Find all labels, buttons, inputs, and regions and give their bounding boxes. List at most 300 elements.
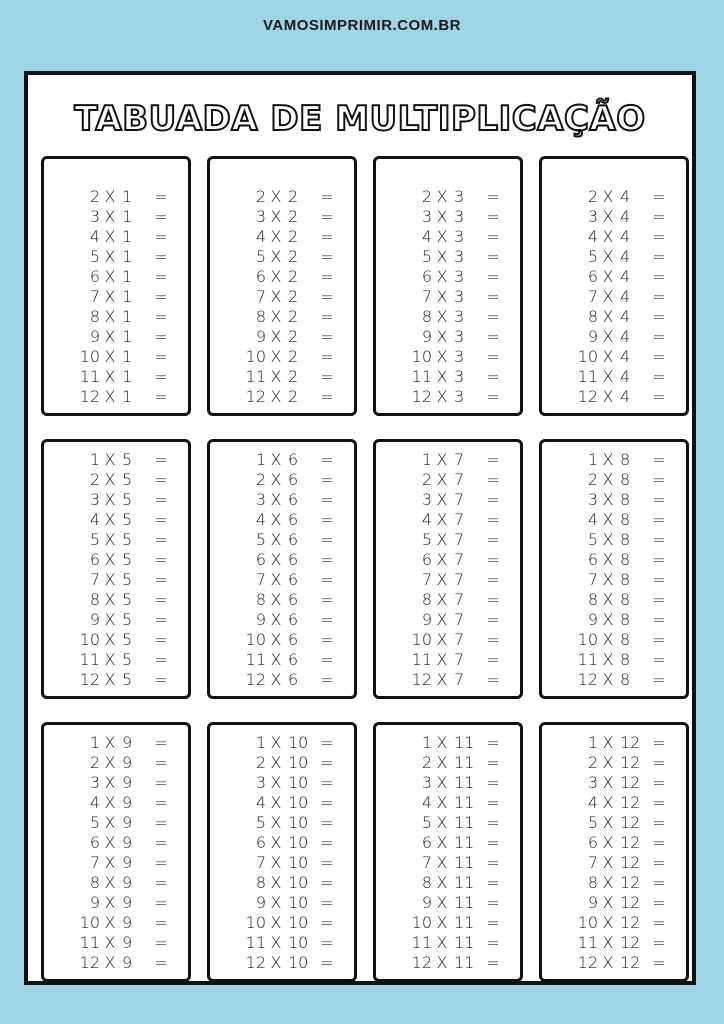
factor: 6 xyxy=(288,590,299,609)
factor: 2 xyxy=(288,327,299,346)
factor: 11 xyxy=(454,893,475,912)
times-sign: X xyxy=(436,227,448,246)
equals-sign: = xyxy=(652,327,666,346)
factor: 3 xyxy=(454,347,465,366)
multiplier: 11 xyxy=(577,650,598,669)
table-row xyxy=(210,793,354,813)
factor: 6 xyxy=(288,570,299,589)
table-row xyxy=(376,550,520,570)
factor: 9 xyxy=(122,793,133,812)
equals-sign: = xyxy=(486,367,500,386)
times-sign: X xyxy=(602,853,614,872)
table-row xyxy=(44,813,188,833)
multiplier: 3 xyxy=(421,773,432,792)
times-sign: X xyxy=(104,470,116,489)
factor: 8 xyxy=(620,590,631,609)
table-row xyxy=(542,347,686,367)
table-row xyxy=(542,510,686,530)
table-row xyxy=(542,387,686,407)
table-row xyxy=(542,187,686,207)
times-sign: X xyxy=(436,267,448,286)
equals-sign: = xyxy=(320,387,334,406)
multiplier: 9 xyxy=(89,610,100,629)
equals-sign: = xyxy=(652,470,666,489)
factor: 4 xyxy=(620,267,631,286)
equals-sign: = xyxy=(154,347,168,366)
table-row xyxy=(542,670,686,690)
table-row xyxy=(44,590,188,610)
times-sign: X xyxy=(602,813,614,832)
table-card-4 xyxy=(539,156,689,416)
table-card-12 xyxy=(539,722,689,982)
times-sign: X xyxy=(602,387,614,406)
multiplier: 4 xyxy=(255,510,266,529)
times-sign: X xyxy=(270,470,282,489)
multiplier: 10 xyxy=(245,630,266,649)
table-row xyxy=(44,387,188,407)
factor: 4 xyxy=(620,307,631,326)
table-row xyxy=(542,490,686,510)
factor: 4 xyxy=(620,207,631,226)
factor: 5 xyxy=(122,610,133,629)
table-card-8 xyxy=(539,439,689,699)
equals-sign: = xyxy=(486,530,500,549)
factor: 11 xyxy=(454,933,475,952)
table-row xyxy=(542,530,686,550)
multiplier: 9 xyxy=(421,610,432,629)
table-row xyxy=(44,550,188,570)
equals-sign: = xyxy=(154,530,168,549)
factor: 12 xyxy=(620,933,641,952)
multiplier: 3 xyxy=(421,490,432,509)
equals-sign: = xyxy=(486,913,500,932)
equals-sign: = xyxy=(320,247,334,266)
table-row xyxy=(376,873,520,893)
equals-sign: = xyxy=(486,347,500,366)
factor: 11 xyxy=(454,833,475,852)
factor: 3 xyxy=(454,287,465,306)
table-row xyxy=(376,530,520,550)
table-row xyxy=(376,590,520,610)
factor: 11 xyxy=(454,793,475,812)
times-sign: X xyxy=(602,753,614,772)
times-sign: X xyxy=(104,610,116,629)
table-row xyxy=(542,367,686,387)
multiplier: 8 xyxy=(89,873,100,892)
times-sign: X xyxy=(270,287,282,306)
equals-sign: = xyxy=(486,470,500,489)
equals-sign: = xyxy=(652,490,666,509)
equals-sign: = xyxy=(320,773,334,792)
table-row xyxy=(44,450,188,470)
table-row xyxy=(542,570,686,590)
table-row xyxy=(376,207,520,227)
table-row xyxy=(210,207,354,227)
factor: 10 xyxy=(288,873,309,892)
times-sign: X xyxy=(270,773,282,792)
multiplier: 6 xyxy=(587,267,598,286)
table-row xyxy=(210,470,354,490)
table-row xyxy=(210,590,354,610)
times-sign: X xyxy=(436,913,448,932)
table-card-10 xyxy=(207,722,357,982)
factor: 1 xyxy=(122,227,133,246)
times-sign: X xyxy=(104,530,116,549)
times-sign: X xyxy=(602,893,614,912)
table-row xyxy=(376,307,520,327)
table-row xyxy=(542,247,686,267)
times-sign: X xyxy=(104,307,116,326)
equals-sign: = xyxy=(486,510,500,529)
times-sign: X xyxy=(270,347,282,366)
equals-sign: = xyxy=(320,733,334,752)
equals-sign: = xyxy=(154,933,168,952)
table-row xyxy=(44,347,188,367)
times-sign: X xyxy=(602,247,614,266)
equals-sign: = xyxy=(652,630,666,649)
factor: 10 xyxy=(288,733,309,752)
times-sign: X xyxy=(270,570,282,589)
times-sign: X xyxy=(602,913,614,932)
equals-sign: = xyxy=(154,953,168,972)
factor: 3 xyxy=(454,327,465,346)
multiplier: 3 xyxy=(421,207,432,226)
times-sign: X xyxy=(436,590,448,609)
factor: 12 xyxy=(620,893,641,912)
factor: 7 xyxy=(454,550,465,569)
factor: 9 xyxy=(122,933,133,952)
multiplier: 2 xyxy=(587,470,598,489)
times-sign: X xyxy=(436,873,448,892)
times-sign: X xyxy=(270,207,282,226)
times-sign: X xyxy=(436,327,448,346)
table-row xyxy=(44,490,188,510)
times-sign: X xyxy=(602,207,614,226)
factor: 9 xyxy=(122,773,133,792)
times-sign: X xyxy=(602,367,614,386)
times-sign: X xyxy=(270,450,282,469)
equals-sign: = xyxy=(154,853,168,872)
multiplier: 3 xyxy=(255,773,266,792)
times-sign: X xyxy=(436,773,448,792)
table-row xyxy=(44,953,188,973)
times-sign: X xyxy=(602,327,614,346)
table-row xyxy=(542,610,686,630)
multiplier: 9 xyxy=(255,327,266,346)
times-sign: X xyxy=(436,490,448,509)
multiplier: 6 xyxy=(89,267,100,286)
equals-sign: = xyxy=(652,247,666,266)
table-row xyxy=(376,247,520,267)
equals-sign: = xyxy=(486,327,500,346)
factor: 8 xyxy=(620,510,631,529)
table-row xyxy=(376,227,520,247)
times-sign: X xyxy=(104,450,116,469)
factor: 7 xyxy=(454,650,465,669)
times-sign: X xyxy=(104,913,116,932)
table-row xyxy=(210,387,354,407)
factor: 6 xyxy=(288,490,299,509)
equals-sign: = xyxy=(652,793,666,812)
equals-sign: = xyxy=(320,450,334,469)
multiplier: 9 xyxy=(587,893,598,912)
equals-sign: = xyxy=(652,187,666,206)
equals-sign: = xyxy=(320,490,334,509)
table-row xyxy=(542,307,686,327)
multiplier: 3 xyxy=(587,490,598,509)
factor: 2 xyxy=(288,287,299,306)
factor: 8 xyxy=(620,650,631,669)
times-sign: X xyxy=(436,530,448,549)
multiplier: 8 xyxy=(421,590,432,609)
factor: 6 xyxy=(288,670,299,689)
equals-sign: = xyxy=(154,287,168,306)
multiplier: 6 xyxy=(89,550,100,569)
table-row xyxy=(44,933,188,953)
times-sign: X xyxy=(104,227,116,246)
table-row xyxy=(44,207,188,227)
times-sign: X xyxy=(104,670,116,689)
equals-sign: = xyxy=(154,267,168,286)
factor: 12 xyxy=(620,773,641,792)
table-row xyxy=(44,187,188,207)
multiplier: 11 xyxy=(79,650,100,669)
table-row xyxy=(210,610,354,630)
table-row xyxy=(542,590,686,610)
times-sign: X xyxy=(270,953,282,972)
factor: 4 xyxy=(620,287,631,306)
factor: 1 xyxy=(122,267,133,286)
multiplier: 12 xyxy=(79,953,100,972)
times-sign: X xyxy=(602,570,614,589)
equals-sign: = xyxy=(486,630,500,649)
times-sign: X xyxy=(270,510,282,529)
table-row xyxy=(376,733,520,753)
equals-sign: = xyxy=(154,873,168,892)
multiplier: 7 xyxy=(255,570,266,589)
equals-sign: = xyxy=(154,207,168,226)
times-sign: X xyxy=(436,650,448,669)
multiplier: 10 xyxy=(245,913,266,932)
times-sign: X xyxy=(104,650,116,669)
factor: 2 xyxy=(288,227,299,246)
multiplier: 4 xyxy=(89,510,100,529)
table-card-3 xyxy=(373,156,523,416)
table-row xyxy=(376,630,520,650)
multiplier: 3 xyxy=(587,207,598,226)
table-row xyxy=(210,227,354,247)
table-row xyxy=(44,610,188,630)
multiplier: 3 xyxy=(89,207,100,226)
table-row xyxy=(44,833,188,853)
multiplier: 5 xyxy=(421,530,432,549)
factor: 3 xyxy=(454,307,465,326)
equals-sign: = xyxy=(652,913,666,932)
times-sign: X xyxy=(436,610,448,629)
multiplier: 10 xyxy=(577,913,598,932)
table-row xyxy=(376,933,520,953)
factor: 12 xyxy=(620,733,641,752)
multiplier: 11 xyxy=(79,933,100,952)
factor: 2 xyxy=(288,387,299,406)
equals-sign: = xyxy=(154,187,168,206)
equals-sign: = xyxy=(652,267,666,286)
multiplier: 8 xyxy=(587,590,598,609)
table-row xyxy=(210,913,354,933)
multiplier: 6 xyxy=(255,833,266,852)
equals-sign: = xyxy=(652,287,666,306)
equals-sign: = xyxy=(320,853,334,872)
multiplier: 12 xyxy=(411,953,432,972)
times-sign: X xyxy=(602,227,614,246)
equals-sign: = xyxy=(154,913,168,932)
multiplier: 9 xyxy=(89,327,100,346)
factor: 5 xyxy=(122,510,133,529)
table-row xyxy=(542,733,686,753)
table-row xyxy=(376,813,520,833)
factor: 7 xyxy=(454,450,465,469)
times-sign: X xyxy=(104,933,116,952)
times-sign: X xyxy=(602,450,614,469)
multiplier: 4 xyxy=(421,227,432,246)
times-sign: X xyxy=(104,327,116,346)
equals-sign: = xyxy=(154,610,168,629)
table-row xyxy=(542,287,686,307)
factor: 12 xyxy=(620,873,641,892)
table-row xyxy=(376,670,520,690)
times-sign: X xyxy=(602,490,614,509)
equals-sign: = xyxy=(652,550,666,569)
multiplier: 3 xyxy=(255,207,266,226)
equals-sign: = xyxy=(652,530,666,549)
multiplier: 8 xyxy=(587,307,598,326)
table-row xyxy=(44,650,188,670)
equals-sign: = xyxy=(320,550,334,569)
factor: 8 xyxy=(620,530,631,549)
times-sign: X xyxy=(602,287,614,306)
equals-sign: = xyxy=(486,550,500,569)
factor: 3 xyxy=(454,267,465,286)
equals-sign: = xyxy=(486,773,500,792)
multiplier: 7 xyxy=(421,570,432,589)
table-row xyxy=(542,893,686,913)
times-sign: X xyxy=(602,630,614,649)
table-row xyxy=(376,287,520,307)
equals-sign: = xyxy=(486,670,500,689)
times-sign: X xyxy=(602,953,614,972)
multiplier: 12 xyxy=(245,670,266,689)
equals-sign: = xyxy=(486,753,500,772)
table-row xyxy=(44,630,188,650)
factor: 5 xyxy=(122,550,133,569)
factor: 4 xyxy=(620,387,631,406)
factor: 5 xyxy=(122,590,133,609)
times-sign: X xyxy=(104,490,116,509)
table-card-1 xyxy=(41,156,191,416)
table-row xyxy=(210,773,354,793)
equals-sign: = xyxy=(320,650,334,669)
multiplier: 9 xyxy=(89,893,100,912)
times-sign: X xyxy=(270,893,282,912)
factor: 3 xyxy=(454,247,465,266)
times-sign: X xyxy=(436,287,448,306)
multiplier: 4 xyxy=(255,227,266,246)
factor: 5 xyxy=(122,490,133,509)
times-sign: X xyxy=(270,813,282,832)
times-sign: X xyxy=(602,267,614,286)
equals-sign: = xyxy=(486,287,500,306)
multiplier: 5 xyxy=(255,530,266,549)
equals-sign: = xyxy=(486,873,500,892)
equals-sign: = xyxy=(320,933,334,952)
times-sign: X xyxy=(436,933,448,952)
multiplier: 11 xyxy=(411,367,432,386)
factor: 9 xyxy=(122,833,133,852)
table-row xyxy=(44,893,188,913)
equals-sign: = xyxy=(154,387,168,406)
factor: 10 xyxy=(288,853,309,872)
times-sign: X xyxy=(104,953,116,972)
times-sign: X xyxy=(104,773,116,792)
factor: 1 xyxy=(122,247,133,266)
table-row xyxy=(542,630,686,650)
multiplier: 4 xyxy=(255,793,266,812)
times-sign: X xyxy=(602,650,614,669)
multiplier: 4 xyxy=(587,510,598,529)
factor: 5 xyxy=(122,670,133,689)
equals-sign: = xyxy=(652,610,666,629)
factor: 2 xyxy=(288,247,299,266)
factor: 1 xyxy=(122,287,133,306)
table-row xyxy=(376,187,520,207)
table-card-9 xyxy=(41,722,191,982)
factor: 9 xyxy=(122,813,133,832)
equals-sign: = xyxy=(320,590,334,609)
factor: 8 xyxy=(620,630,631,649)
factor: 9 xyxy=(122,953,133,972)
table-row xyxy=(44,670,188,690)
multiplier: 11 xyxy=(79,367,100,386)
equals-sign: = xyxy=(652,733,666,752)
multiplier: 2 xyxy=(421,470,432,489)
times-sign: X xyxy=(602,610,614,629)
multiplier: 12 xyxy=(411,387,432,406)
multiplier: 11 xyxy=(411,650,432,669)
times-sign: X xyxy=(436,630,448,649)
factor: 2 xyxy=(288,367,299,386)
factor: 1 xyxy=(122,347,133,366)
multiplier: 5 xyxy=(421,813,432,832)
factor: 7 xyxy=(454,670,465,689)
times-sign: X xyxy=(270,490,282,509)
multiplier: 6 xyxy=(255,550,266,569)
multiplier: 8 xyxy=(587,873,598,892)
page-title: TABUADA DE MULTIPLICAÇÃO xyxy=(74,99,646,139)
table-row xyxy=(44,227,188,247)
factor: 12 xyxy=(620,913,641,932)
times-sign: X xyxy=(104,550,116,569)
times-sign: X xyxy=(104,367,116,386)
equals-sign: = xyxy=(320,873,334,892)
equals-sign: = xyxy=(154,650,168,669)
multiplier: 7 xyxy=(255,287,266,306)
multiplier: 7 xyxy=(421,287,432,306)
multiplier: 1 xyxy=(255,733,266,752)
times-sign: X xyxy=(602,187,614,206)
times-sign: X xyxy=(104,853,116,872)
equals-sign: = xyxy=(652,753,666,772)
equals-sign: = xyxy=(652,813,666,832)
